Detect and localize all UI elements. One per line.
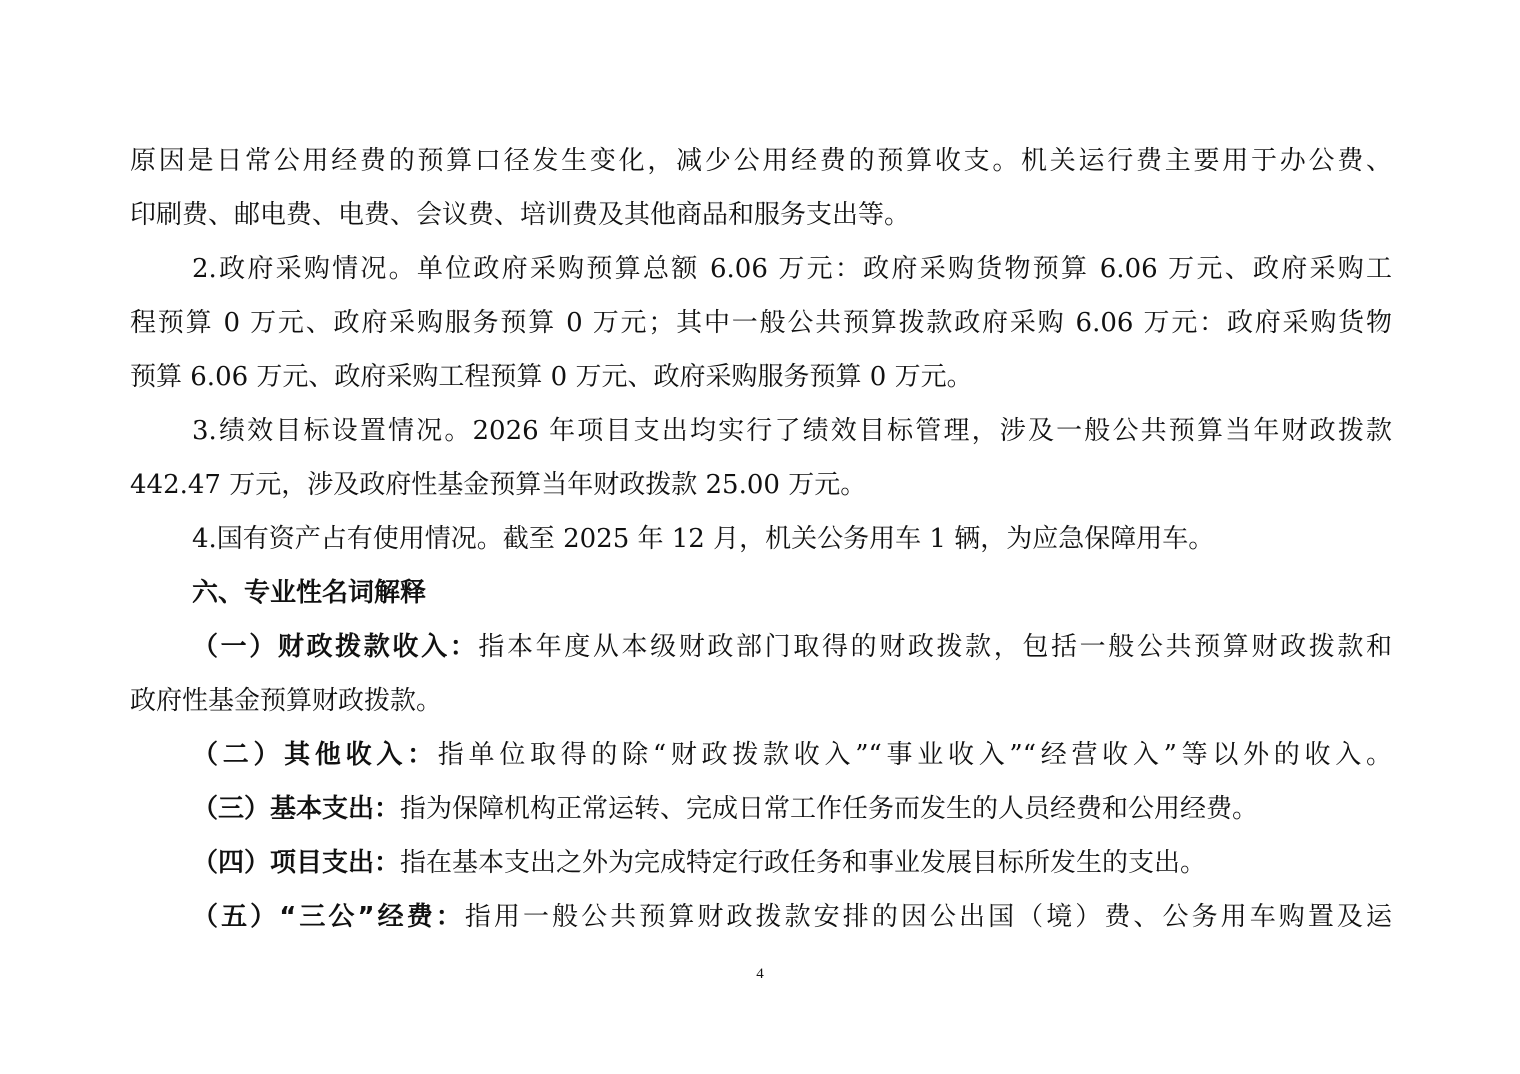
term-definition-line [130,898,1392,952]
term-text: 指在基本支出之外为完成特定行政任务和事业发展目标所发生的支出。 [400,848,1207,878]
term-definition-line [130,628,1392,682]
term-definition-line [130,790,1392,844]
term-definition-line: 政府性基金预算财政拨款。 [130,686,443,716]
document-body [130,142,1392,952]
term-label: （二）其他收入： [192,740,438,770]
paragraph-line: 预算 6.06 万元、政府采购工程预算 0 万元、政府采购服务预算 0 万元。 [130,362,973,392]
term-text: 指单位取得的除“财政拨款收入”“事业收入”“经营收入”等以外的收入。 [437,740,1392,770]
paragraph-line: 2.政府采购情况。单位政府采购预算总额 6.06 万元：政府采购货物预算 6.06 万元、政府采购工 [192,254,1392,284]
paragraph-line: 442.47 万元，涉及政府性基金预算当年财政拨款 25.00 万元。 [130,470,867,500]
term-label: （四）项目支出： [192,848,401,878]
term-text: 指用一般公共预算财政拨款安排的因公出国（境）费、公务用车购置及运 [464,902,1392,932]
term-label: （五）“三公”经费： [192,902,465,932]
paragraph-line: 3.绩效目标设置情况。2026 年项目支出均实行了绩效目标管理，涉及一般公共预算当年财政拨款 [192,416,1392,446]
term-label: （一）财政拨款收入： [192,632,479,662]
page-number: 4 [756,966,764,982]
term-text: 指本年度从本级财政部门取得的财政拨款，包括一般公共预算财政拨款和 [478,632,1392,662]
paragraph-line: 程预算 0 万元、政府采购服务预算 0 万元；其中一般公共预算拨款政府采购 6.06 万元：政府采购货物 [130,308,1392,338]
paragraph-line: 4.国有资产占有使用情况。截至 2025 年 12 月，机关公务用车 1 辆，为应急保障用车。 [192,524,1215,554]
term-definition-line [130,736,1392,790]
term-label: （三）基本支出： [192,794,401,824]
section-heading: 六、专业性名词解释 [192,578,427,608]
term-definition-line [130,844,1392,898]
paragraph-line: 原因是日常公用经费的预算口径发生变化，减少公用经费的预算收支。机关运行费主要用于办公费、 [130,146,1392,176]
paragraph-line: 印刷费、邮电费、电费、会议费、培训费及其他商品和服务支出等。 [130,200,911,230]
term-text: 指为保障机构正常运转、完成日常工作任务而发生的人员经费和公用经费。 [400,794,1259,824]
